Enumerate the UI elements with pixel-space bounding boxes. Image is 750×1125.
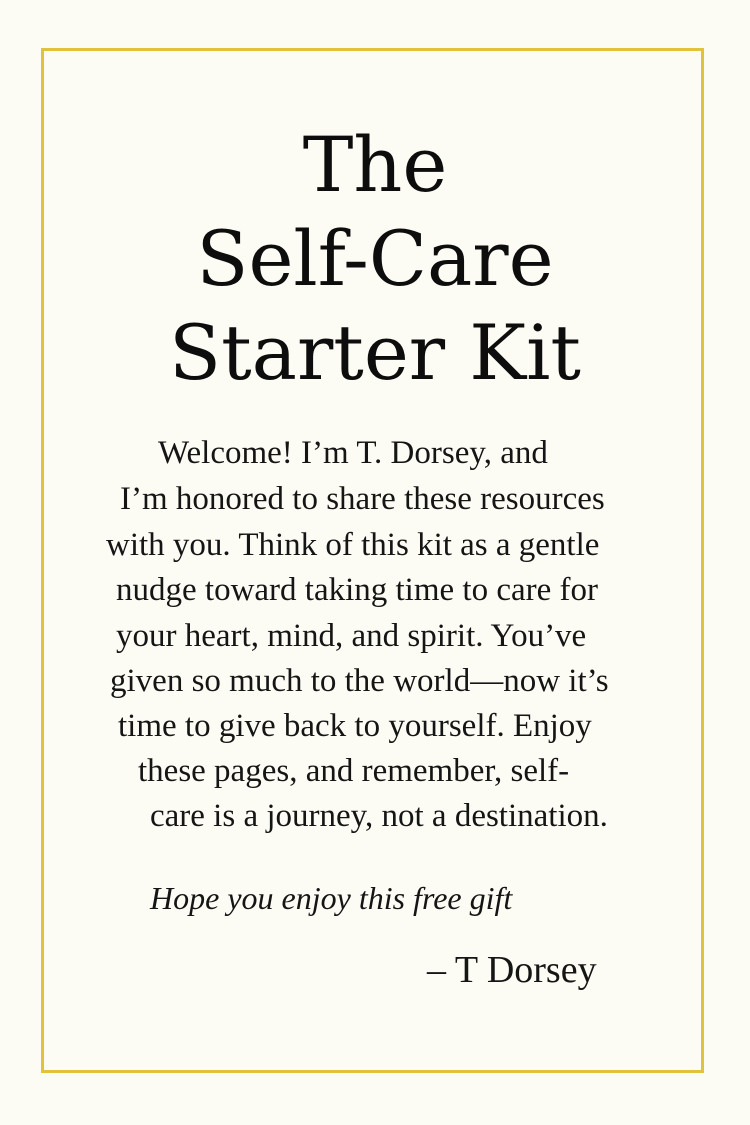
body-line-6: given so much to the world—now it’s — [110, 663, 609, 699]
body-line-2: I’m honored to share these resources — [120, 481, 605, 517]
body-line-8: these pages, and remember, self- — [138, 753, 570, 789]
body-line-9: care is a journey, not a destination. — [150, 798, 608, 834]
signature: – T Dorsey — [427, 949, 597, 991]
title-line-1: The — [302, 120, 448, 209]
title-line-3: Starter Kit — [169, 308, 581, 397]
gift-note: Hope you enjoy this free gift — [150, 880, 513, 916]
title-line-2: Self-Care — [196, 214, 554, 303]
body-line-5: your heart, mind, and spirit. You’ve — [116, 618, 587, 654]
body-line-3: with you. Think of this kit as a gentle — [106, 527, 600, 563]
page-title — [0, 118, 750, 400]
body-line-7: time to give back to yourself. Enjoy — [118, 708, 592, 744]
body-line-4: nudge toward taking time to care for — [116, 572, 598, 608]
body-line-1: Welcome! I’m T. Dorsey, and — [158, 435, 548, 471]
